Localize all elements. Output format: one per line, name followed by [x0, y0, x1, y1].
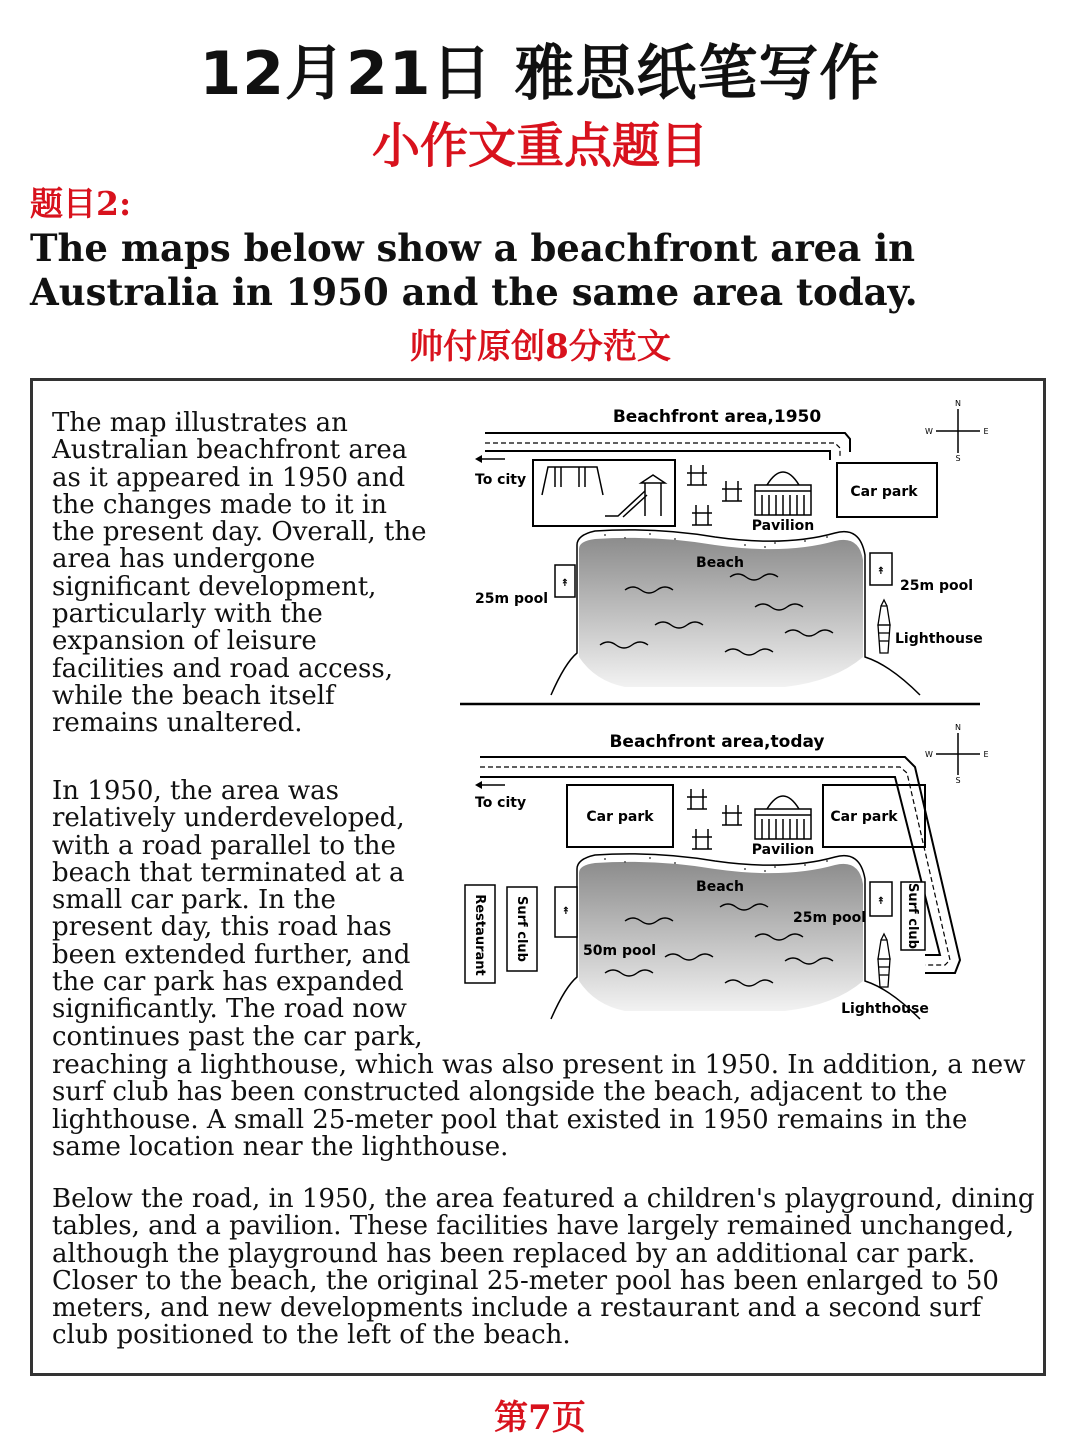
map-1950-title: Beachfront area,1950: [612, 407, 822, 427]
question-label: 题目2:: [30, 184, 132, 223]
page-title: 12月21日 雅思纸笔写作: [199, 39, 881, 109]
beachfront-maps: [455, 395, 995, 1035]
svg-text:↟: ↟: [876, 896, 886, 907]
svg-text:↟: ↟: [560, 578, 570, 589]
slide-icon: [605, 475, 665, 517]
swing-icon: [542, 467, 603, 495]
arrow-left-icon: [475, 455, 505, 463]
svg-text:N: N: [955, 723, 961, 732]
compass-icon: [925, 723, 988, 785]
map-1950: [475, 399, 989, 695]
pool-right-label: 25m pool: [900, 578, 974, 594]
map-today-title: Beachfront area,today: [609, 732, 825, 752]
pool-left-label: 25m pool: [475, 591, 549, 607]
road-1950: [485, 433, 850, 460]
svg-text:↟: ↟: [876, 566, 886, 577]
picnic-table-icon: [687, 789, 742, 849]
pool-50m-label: 50m pool: [583, 943, 657, 959]
to-city-label: To city: [475, 472, 527, 488]
svg-text:E: E: [983, 427, 989, 436]
svg-text:S: S: [955, 776, 961, 785]
to-city-label: To city: [475, 795, 527, 811]
pavilion-icon: [755, 472, 811, 515]
page-number: 第7页: [494, 1398, 586, 1438]
svg-text:E: E: [983, 750, 989, 759]
pavilion-label: Pavilion: [751, 842, 815, 858]
car-park-label: Car park: [850, 484, 918, 500]
pavilion-icon: [755, 796, 811, 839]
page-subtitle: 小作文重点题目: [371, 118, 708, 174]
svg-text:N: N: [955, 399, 961, 408]
pool-25m-label: 25m pool: [793, 910, 867, 926]
beach-label: Beach: [696, 879, 744, 895]
lighthouse-icon: [878, 934, 890, 987]
picnic-table-icon: [687, 465, 742, 525]
essay-paragraph-3: Below the road, in 1950, the area featured a children's playground, dining tables, and a pavilion. These facilities have largely remained unchanged, although the playground has been replaced by an additional car park. Closer to the beach, the original 25-meter pool has been enlarged to 50 meters, and new developments include a restaurant and a second surf club positioned to the left of the beach.: [52, 1184, 1035, 1351]
map-today: [465, 723, 989, 1019]
question-text: The maps below show a beachfront area in Australia in 1950 and the same area today.: [30, 226, 918, 314]
pavilion-label: Pavilion: [751, 518, 815, 534]
essay-paragraph-2-bottom: reaching a lighthouse, which was also present in 1950. In addition, a new surf club has been constructed alongside the beach, adjacent to the lighthouse. A small 25-meter pool that existed in 1950 remains in the same location near the lighthouse.: [52, 1050, 1026, 1162]
svg-text:W: W: [925, 427, 933, 436]
essay-paragraph-1: The map illustrates an Australian beachfront area as it appeared in 1950 and the changes made to it in the present day. Overall, the area has undergone significant development, particularly with the expansion of leisure facilities and road access, while the beach itself remains unaltered.: [52, 408, 427, 739]
surf-club-left-label: Surf club: [514, 896, 529, 962]
car-park-left-label: Car park: [586, 809, 654, 825]
arrow-left-icon: [475, 781, 505, 789]
svg-text:S: S: [955, 454, 961, 463]
lighthouse-icon: [878, 600, 890, 653]
svg-text:W: W: [925, 750, 933, 759]
compass-icon: [925, 399, 988, 463]
surf-club-right-label: Surf club: [905, 883, 920, 949]
lighthouse-label: Lighthouse: [895, 631, 983, 647]
restaurant-label: Restaurant: [472, 894, 487, 976]
svg-text:↟: ↟: [561, 906, 571, 917]
beach-label: Beach: [696, 555, 744, 571]
essay-tag: 帅付原创8分范文: [409, 327, 671, 367]
playground: [533, 460, 675, 526]
lighthouse-label: Lighthouse: [841, 1001, 929, 1017]
essay-paragraph-2-top: In 1950, the area was relatively underdeveloped, with a road parallel to the beach that terminated at a small car park. In the present day, this road has been extended further, and the car park has expanded significantly. The road now continues past the car park,: [52, 776, 423, 1052]
car-park-right-label: Car park: [830, 809, 898, 825]
